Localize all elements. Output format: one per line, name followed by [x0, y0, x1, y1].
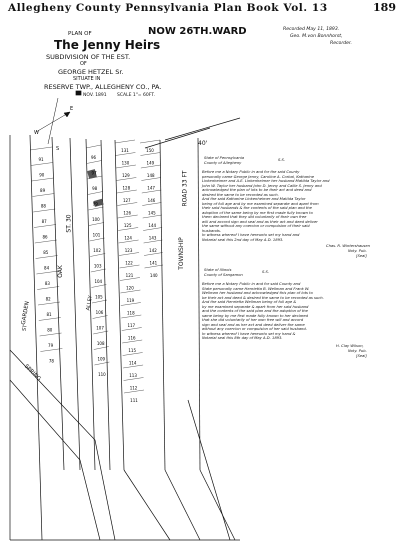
lot-number: 122: [125, 260, 133, 266]
lot-number: 144: [148, 222, 157, 228]
lot-number: 96: [90, 154, 97, 160]
lot-number: 130: [121, 160, 130, 166]
lot-line: [87, 161, 102, 164]
lot-line: [32, 194, 54, 197]
lot-number: 109: [97, 356, 106, 362]
lot-line: [118, 215, 138, 218]
lot-line: [115, 140, 135, 143]
ack2-ss: S.S.: [262, 270, 270, 274]
lot-number: 110: [98, 371, 106, 377]
record-line-3: Recorder.: [330, 41, 352, 46]
ack2-line: Notarial seal this 8th day of May A.D. 1893.: [202, 336, 283, 340]
lot-number: 121: [125, 272, 134, 278]
lot-line: [88, 192, 103, 195]
record-line-2: Geo. M.von Bonnhorst,: [290, 34, 343, 39]
plan-owner: GEORGE HETZEL Sr.: [58, 68, 124, 76]
lot-line: [121, 315, 141, 318]
ack1-line: them declared that they did voluntarily of their own free: [202, 215, 307, 219]
ack2-title: Noty. Pub.: [348, 349, 367, 353]
ack1-seal: [Seal]: [356, 254, 367, 258]
lot-number: 129: [122, 172, 130, 178]
lot-line: [145, 265, 164, 268]
lot-line: [120, 290, 140, 293]
lot-number: 100: [92, 216, 100, 222]
lot-line: [122, 340, 142, 343]
lot-number: 105: [95, 294, 103, 300]
lot-number: 117: [127, 322, 136, 328]
lot-number: 80: [47, 327, 53, 333]
lot-number: 143: [148, 235, 157, 241]
ack2-county: County of Sangamon: [204, 273, 243, 277]
lot-line: [143, 228, 162, 231]
lot-number: 89: [40, 187, 46, 193]
plan-of-label: PLAN OF: [68, 31, 92, 37]
scale-bar: [76, 91, 81, 95]
street-spring: SPRING: [22, 363, 42, 383]
lot-number: 107: [96, 325, 104, 331]
lot-line: [91, 269, 106, 272]
ack2-line: In witness whereof I have hereunto set my hand &: [202, 331, 296, 336]
lot-line: [39, 318, 61, 321]
lot-number: 123: [124, 247, 133, 253]
lot-number: 78: [48, 358, 54, 364]
lot-line: [116, 178, 136, 181]
lot-number: 147: [147, 185, 155, 191]
compass-e: E: [70, 106, 74, 112]
lot-number: 83: [44, 280, 50, 286]
lot-number: 131: [121, 147, 129, 153]
compass-icon: [36, 98, 70, 144]
plan-situate: SITUATE IN: [73, 76, 101, 82]
lot-line: [90, 254, 105, 257]
lot-number: 125: [123, 222, 132, 228]
township-road: TOWNSHIP: [177, 237, 185, 270]
ack2-line: Before me a Notary Public in and for said County and: [202, 282, 301, 286]
lot-number: 86: [42, 234, 48, 240]
lot-number: 88: [40, 203, 46, 209]
lot-number: 97: [91, 170, 97, 176]
lot-number: 103: [93, 263, 102, 269]
ack2-line: without any coercion or compulsion of her said husband.: [202, 327, 307, 331]
lot-number: 90: [39, 172, 45, 178]
compass-s: S: [56, 146, 60, 152]
lot-line: [144, 253, 163, 256]
ack1-line: In witness whereof I have hereunto set my hand and: [202, 233, 300, 237]
lot-number: 142: [149, 247, 157, 253]
lot-number: 118: [127, 310, 135, 316]
street-st: ST: [21, 324, 29, 332]
lot-number: 120: [126, 285, 134, 291]
ack1-line: their said husbands & the contents of the said plan and the: [202, 206, 312, 210]
ack1-line: Linkenheimer and A.E. Linkenheimer her husband Matilda Taylor and: [202, 179, 330, 183]
lot-line: [91, 285, 106, 288]
plan-of-small: OF: [80, 61, 87, 67]
ack1-line: John W. Taylor her husband John D. Jenny and Callie S. Jenny and: [202, 183, 322, 188]
lot-line: [122, 328, 142, 331]
lot-number: 127: [122, 197, 131, 203]
lot-line: [143, 215, 162, 218]
lot-line: [124, 390, 144, 393]
lot-line: [31, 163, 53, 166]
ack2-line: same being by me first made fully known to her declared: [202, 313, 309, 318]
plan-date: NOV. 1891: [83, 93, 107, 98]
lot-line: [40, 349, 62, 352]
lot-number: 124: [124, 235, 132, 241]
lot-number: 114: [128, 360, 137, 366]
lot-line: [141, 178, 161, 181]
compass-w: W: [34, 130, 39, 136]
lot-number: 91: [38, 156, 44, 162]
ack2-line: by me examined separate & apart from her said husband: [202, 304, 309, 309]
lot-line: [140, 153, 160, 156]
lot-number: 141: [149, 260, 158, 266]
ack2-state: State of Illinois: [204, 268, 232, 272]
plan-title: The Jenny Heirs: [54, 38, 161, 52]
ack1-line: will and accord sign and seal and as their act and deed deliver: [202, 219, 318, 224]
lot-line: [36, 271, 58, 274]
lot-line: [35, 240, 57, 243]
book-header: Allegheny County Pennsylvania Plan Book Vol. 13: [8, 2, 328, 14]
ack1-line: And the said Katharine Linkenheimer and Matilda Taylor: [202, 197, 306, 201]
lot-line: [141, 165, 161, 168]
ack1-line: Before me a Notary Public in and for the said County: [202, 170, 300, 174]
plan-scale: SCALE 1"= 60FT.: [117, 93, 155, 98]
ack1-line: personally came George Jenny, Caroline A. Corbal, Katharine: [202, 174, 314, 179]
street-garden: GARDEN: [20, 300, 31, 326]
ack2-line: sign and seal and as her act and deed deliver the same: [202, 322, 305, 327]
ack2-line: that she did voluntarily of her own free will and accord: [202, 318, 304, 322]
ack2-seal: [Seal]: [356, 354, 367, 358]
street-st30: ST. 30: [65, 214, 73, 233]
ack1-line: desired the same to be recorded as such.: [202, 192, 279, 197]
ack1-body: [202, 170, 329, 242]
lot-number: 145: [148, 210, 156, 216]
ack2-signer: H. Clay Wilson,: [336, 344, 364, 348]
lot-number: 149: [146, 160, 155, 166]
lot-line: [38, 302, 60, 305]
ward-label: NOW 26TH.WARD: [148, 26, 247, 37]
lot-line: [30, 147, 52, 150]
road-33ft: ROAD 33 FT: [181, 170, 189, 207]
page-number: 189: [373, 1, 396, 14]
lot-line: [120, 278, 140, 281]
ack1-ss: S.S.: [278, 158, 286, 162]
ack1-title: Noty. Pub.: [348, 249, 367, 253]
ack2-line: And the said Henrietta Wellman being of full age &: [202, 300, 297, 304]
ack1-line: Notarial seal this 2nd day of May A.D. 1893.: [202, 237, 284, 242]
lot-number: 115: [128, 347, 137, 353]
lot-line: [34, 225, 56, 228]
lot-line: [117, 203, 137, 206]
lot-line: [116, 165, 136, 168]
lot-number: 108: [96, 340, 105, 346]
lot-number: 102: [93, 247, 101, 253]
ack2-line: and the contents of the said plan and the adoption of the: [202, 309, 308, 313]
lot-line: [119, 240, 139, 243]
lot-line: [142, 190, 161, 193]
ack1-line: being of full age and by me examined separate and apart from: [202, 201, 319, 206]
lot-number: 104: [94, 278, 103, 284]
ack1-line: the same without any coercion or compulsion of their said: [202, 224, 310, 228]
lot-line: [124, 378, 144, 381]
lot-line: [140, 140, 160, 143]
lot-number: 111: [130, 397, 138, 403]
lot-line: [142, 203, 161, 206]
lot-number: 87: [41, 218, 47, 224]
plan-subdivision: SUBDIVISION OF THE EST.: [46, 53, 131, 61]
lot-number: 150: [146, 147, 154, 153]
lot-line: [118, 228, 138, 231]
road-edge: [165, 118, 240, 140]
lot-line: [120, 265, 140, 268]
ack2-line: be their act and deed & desired the same to be recorded as such.: [202, 295, 324, 300]
lot-number: 82: [45, 296, 51, 302]
lot-number: 106: [95, 309, 104, 315]
lot-number: 101: [92, 232, 101, 238]
lot-line: [115, 153, 135, 156]
lot-line: [90, 238, 105, 241]
lot-line: [123, 353, 143, 356]
lot-line: [123, 365, 143, 368]
ack2-line: Wellman her husband and acknowledged this plan of lots to: [202, 291, 313, 295]
ack1-line: acknowledged the plan of lots to be their act and deed and: [202, 188, 312, 192]
lot-number: 146: [147, 197, 156, 203]
lot-number: 85: [43, 249, 49, 255]
record-line-1: Recorded May 11, 1893.: [283, 27, 340, 32]
ack1-line: adoption of the same being by me first made fully known to: [202, 210, 313, 215]
lot-number: 112: [129, 385, 138, 391]
ack1-state: State of Pennsylvania: [204, 156, 245, 160]
ack1-line: husbands.: [202, 228, 221, 233]
lot-line: [33, 209, 55, 212]
lot-line: [88, 207, 103, 210]
ack1-signer: Chas. R. Wintershausen: [326, 244, 370, 248]
lot-line: [89, 223, 104, 226]
lot-line: [119, 253, 139, 256]
street-alley: ALLEY: [85, 294, 94, 312]
plan-township: RESERVE TWP., ALLEGHENY CO., PA.: [44, 83, 162, 91]
lot-number: 84: [44, 265, 50, 271]
lot-line: [93, 316, 108, 319]
lot-number: 116: [127, 335, 136, 341]
lot-line: [92, 300, 107, 303]
lot-line: [40, 333, 62, 336]
street-oak: OAK: [56, 265, 64, 278]
lot-number: 140: [149, 272, 158, 278]
lot-number: 81: [46, 311, 52, 317]
lot-line: [36, 256, 58, 259]
lot-line: [144, 240, 163, 243]
lot-line: [121, 303, 141, 306]
lot-line: [32, 178, 54, 181]
lot-number: 119: [126, 297, 135, 303]
lot-number: 79: [48, 342, 54, 348]
lot-line: [37, 287, 59, 290]
lot-number: 128: [122, 185, 131, 191]
lot-number: 148: [146, 172, 155, 178]
dimension-label: 40': [198, 140, 208, 147]
lot-number: 98: [92, 185, 98, 191]
lot-number: 126: [123, 210, 132, 216]
lot-number: 113: [129, 372, 137, 378]
lot-line: [86, 145, 101, 148]
ack1-county: County of Allegheny: [204, 161, 242, 165]
lot-line: [117, 190, 137, 193]
ack2-line: State personally came Henrietta B. Wellman and Frank W.: [202, 286, 310, 291]
ack2-body: [202, 282, 324, 341]
lot-number: 99: [92, 201, 98, 207]
